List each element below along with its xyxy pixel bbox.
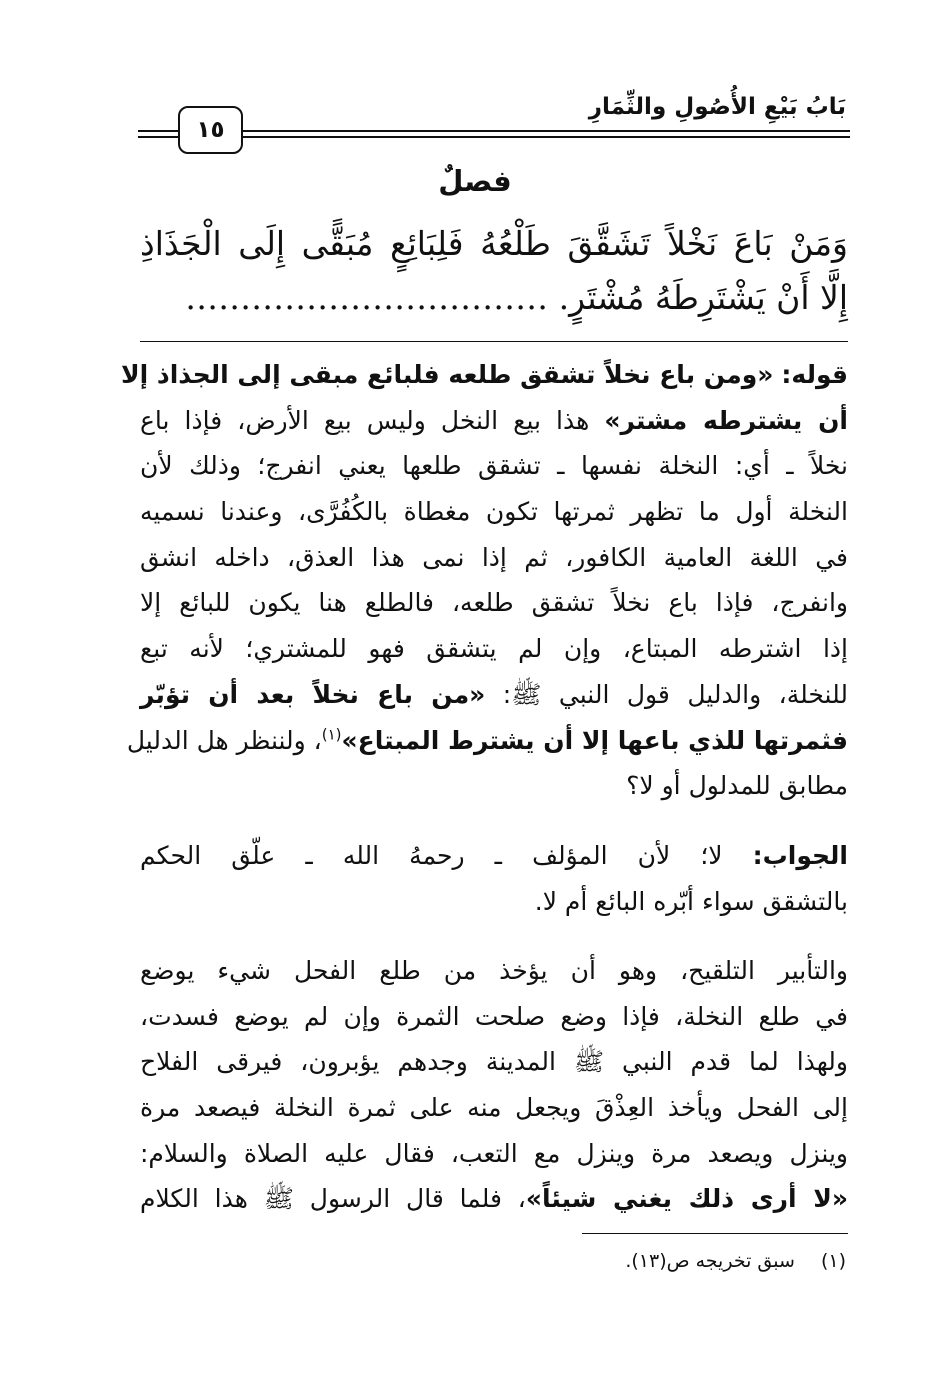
text-line: إلى الفحل ويأخذ العِذْقَ ويجعل منه على ثمرة النخلة فيصعد مرة xyxy=(140,1093,848,1123)
text-line: وانفرج، فإذا باع نخلاً تشقق طلعه، فالطلع هنا يكون للبائع إلا xyxy=(140,588,848,618)
footnote-marker: (١) xyxy=(321,725,342,744)
text-line: وينزل ويصعد مرة وينزل مع التعب، فقال عليه الصلاة والسلام: xyxy=(140,1138,848,1168)
matn-line-1: وَمَنْ بَاعَ نَخْلاً تَشَقَّقَ طَلْعُهُ فَلِبَائِعٍ مُبَقًّى إِلَى الْجَذَاذِ xyxy=(140,224,848,263)
matn-quote: أن يشترطه مشتر» xyxy=(604,405,848,435)
matn-quote: «ومن باع نخلاً تشقق طلعه فلبائع مبقى إلى الجذاذ إلا xyxy=(120,360,774,389)
text-run: لا؛ لأن المؤلف ـ رحمهُ الله ـ علّق الحكم xyxy=(140,841,753,870)
text-line xyxy=(126,718,848,764)
text-line xyxy=(140,1176,848,1222)
running-header xyxy=(138,92,850,152)
hadith-quote: «لا أرى ذلك يغني شيئاً» xyxy=(525,1184,848,1214)
text-line xyxy=(120,352,848,398)
matn-text xyxy=(140,218,848,326)
footnote-separator xyxy=(582,1233,848,1234)
text-line: مطابق للمدلول أو لا؟ xyxy=(626,771,848,801)
answer-label: الجواب: xyxy=(752,841,848,870)
text-line: والتأبير التلقيح، وهو أن يؤخذ من طلع الفحل شيء يوضع xyxy=(140,956,848,985)
text-line: نخلاً ـ أي: النخلة نفسها ـ تشقق طلعها يعني انفرج؛ وذلك لأن xyxy=(140,451,848,481)
text-line: النخلة أول ما تظهر ثمرتها تكون مغطاة بالكُفُرَّى، وعندنا نسميه xyxy=(140,497,848,527)
footnote-text: سبق تخريجه ص(١٣). xyxy=(625,1250,795,1272)
page-number: ١٥ xyxy=(178,106,243,154)
text-run: ، ولننظر هل الدليل xyxy=(126,725,322,755)
text-line xyxy=(140,833,848,879)
text-line: في اللغة العامية الكافور، ثم إذا نمى هذا العذق، داخله انشق xyxy=(140,542,848,572)
text-run: هذا بيع النخل وليس بيع الأرض، فإذا باع xyxy=(140,405,605,435)
running-title: بَابُ بَيْعِ الأُصُولِ والثِّمَارِ xyxy=(588,94,846,120)
commentary-paragraph-2 xyxy=(140,833,848,924)
header-rule-left xyxy=(138,130,178,138)
commentary-paragraph-1 xyxy=(120,352,848,809)
text-line: إذا اشترطه المبتاع، وإن لم يتشقق فهو للمشتري؛ لأنه تبع xyxy=(140,634,848,664)
quote-label: قوله: xyxy=(781,360,848,389)
hadith-quote: فثمرتها للذي باعها إلا أن يشترط المبتاع» xyxy=(341,725,848,755)
text-line: بالتشقق سواء أبّره البائع أم لا. xyxy=(534,886,848,916)
hadith-quote: «من باع نخلاً بعد أن تؤبّر xyxy=(140,679,486,709)
footnote-number: (١) xyxy=(820,1250,846,1272)
text-line xyxy=(140,672,848,718)
section-heading: فصلٌ xyxy=(438,164,512,198)
text-line: في طلع النخلة، فإذا وضع صلحت الثمرة وإن لم يوضع فسدت، xyxy=(140,1001,848,1031)
header-rule-right xyxy=(241,130,850,138)
text-run: للنخلة، والدليل قول النبي ﷺ: xyxy=(485,679,848,709)
text-line xyxy=(140,398,848,444)
text-line: ولهذا لما قدم النبي ﷺ المدينة وجدهم يؤبرون، فيرقى الفلاح xyxy=(140,1047,848,1077)
matn-line-2: إِلَّا أَنْ يَشْتَرِطَهُ مُشْتَرٍ. …………………………… xyxy=(185,278,848,317)
footnote xyxy=(625,1250,846,1272)
matn-separator xyxy=(140,341,848,342)
text-run: ، فلما قال الرسول ﷺ هذا الكلام xyxy=(140,1184,526,1214)
commentary-paragraph-3 xyxy=(140,948,848,1222)
